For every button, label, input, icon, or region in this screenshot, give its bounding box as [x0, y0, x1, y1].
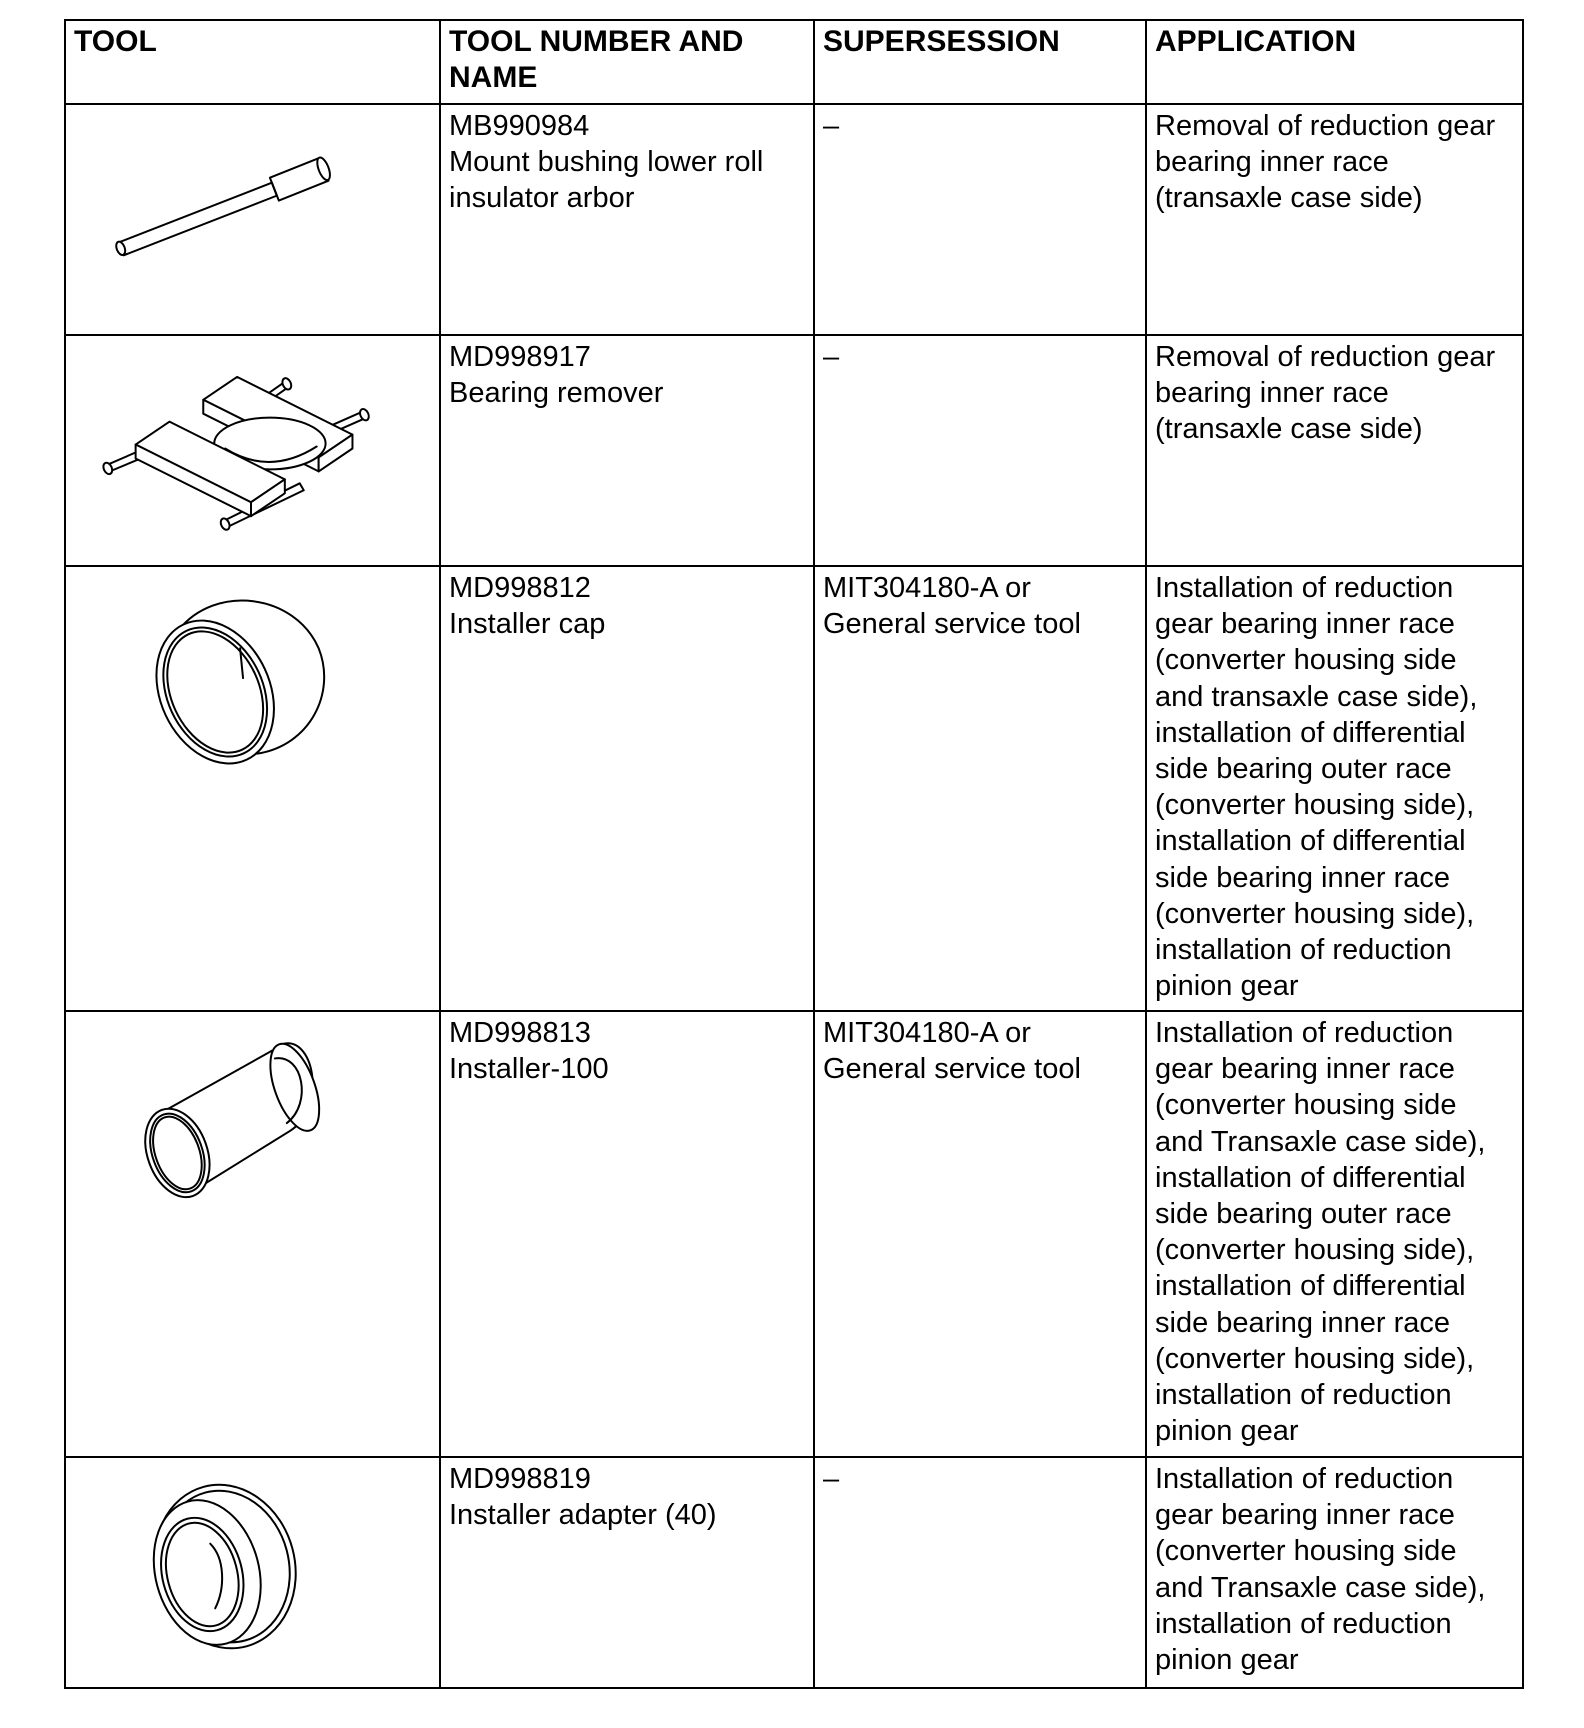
- tool-illustration-cell: [65, 104, 440, 335]
- supersession-cell: –: [814, 335, 1146, 566]
- tool-illustration-cell: [65, 566, 440, 1011]
- tool-number: MD998917: [449, 341, 591, 373]
- installer-cap-icon: [66, 567, 439, 1010]
- header-supersession: SUPERSESSION: [814, 20, 1146, 104]
- installer-sleeve-icon: [66, 1012, 439, 1456]
- header-row: [65, 20, 1523, 104]
- tool-number: MB990984: [449, 110, 590, 142]
- table-row: [65, 1457, 1523, 1688]
- tool-name: Mount bushing lower roll: [449, 146, 764, 179]
- tool-number-name-cell: [440, 1011, 814, 1457]
- supersession-cell: –: [814, 104, 1146, 335]
- tool-number: MD998819: [449, 1463, 591, 1495]
- header-application: APPLICATION: [1146, 20, 1523, 104]
- tool-name: Bearing remover: [449, 377, 664, 410]
- application-cell: Removal of reduction gear bearing inner race (transaxle case side): [1146, 104, 1523, 335]
- table-row: [65, 1011, 1523, 1457]
- header-tool-number-and-name: TOOL NUMBER AND NAME: [440, 20, 814, 104]
- tool-illustration-cell: [65, 1457, 440, 1688]
- tool-number-name-cell: [440, 1457, 814, 1688]
- header-tool: TOOL: [65, 20, 440, 104]
- tool-name: Installer-100: [449, 1053, 609, 1086]
- supersession-cell: –: [814, 1457, 1146, 1688]
- supersession-cell: MIT304180-A or General service tool: [814, 566, 1146, 1011]
- tool-number-name-cell: [440, 566, 814, 1011]
- arbor-icon: [66, 105, 439, 334]
- application-cell: Installation of reduction gear bearing inner race (converter housing side and transaxle case side), installation of differential side bearing outer race (converter housing side), installation of differential side bearing inner race (converter housing side), installation of reduction pinion gear: [1146, 566, 1523, 1011]
- application-cell: Installation of reduction gear bearing inner race (converter housing side and Transaxle case side), installation of reduction pinion gear: [1146, 1457, 1523, 1688]
- tool-illustration-cell: [65, 1011, 440, 1457]
- installer-adapter-icon: [66, 1458, 439, 1687]
- tool-illustration-cell: [65, 335, 440, 566]
- tool-name: insulator arbor: [449, 182, 635, 215]
- tool-number-name-cell: [440, 104, 814, 335]
- tool-name: Installer cap: [449, 608, 606, 641]
- tool-number: MD998813: [449, 1017, 591, 1049]
- bearing-remover-icon: [66, 336, 439, 565]
- table-row: [65, 104, 1523, 335]
- supersession-cell: MIT304180-A or General service tool: [814, 1011, 1146, 1457]
- tool-number-name-cell: [440, 335, 814, 566]
- application-cell: Removal of reduction gear bearing inner race (transaxle case side): [1146, 335, 1523, 566]
- tool-name: Installer adapter (40): [449, 1499, 717, 1532]
- special-tools-table: [64, 19, 1524, 1689]
- tool-number: MD998812: [449, 572, 591, 604]
- table-row: [65, 566, 1523, 1011]
- table-row: [65, 335, 1523, 566]
- application-cell: Installation of reduction gear bearing inner race (converter housing side and Transaxle case side), installation of differential side bearing outer race (converter housing side), installation of differential side bearing inner race (converter housing side), installation of reduction pinion gear: [1146, 1011, 1523, 1457]
